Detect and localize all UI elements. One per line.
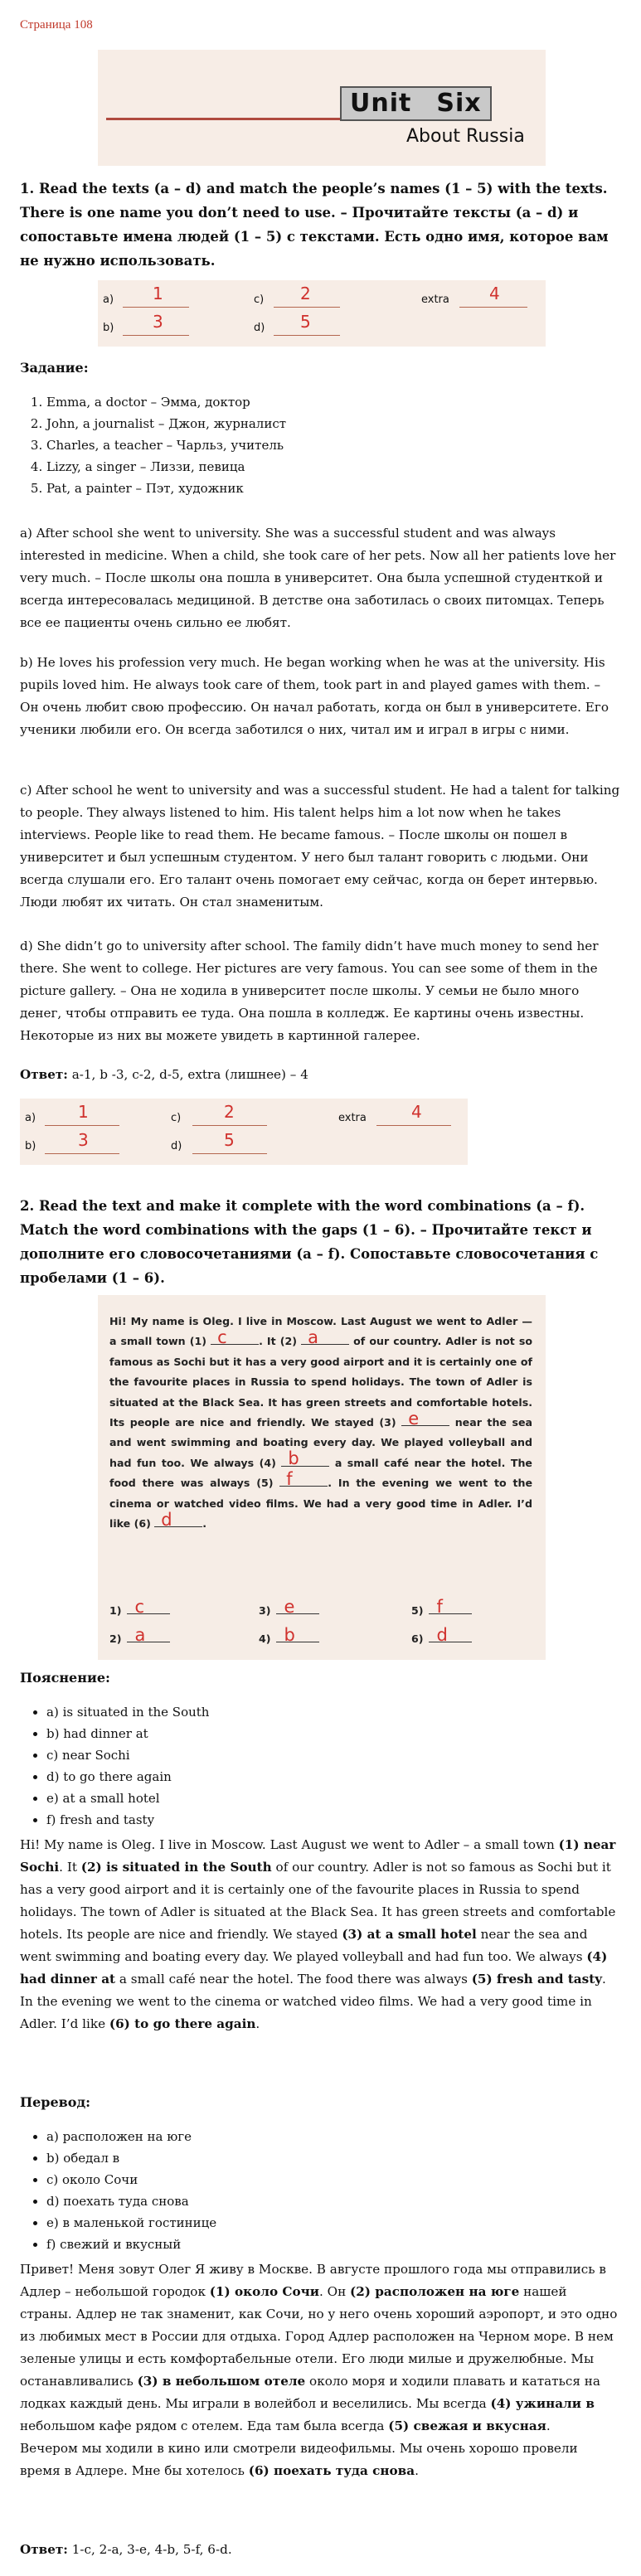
box-text-part: . It (2) bbox=[259, 1335, 297, 1348]
ab-line-d bbox=[274, 335, 340, 336]
gap-3-answer: e bbox=[408, 1408, 420, 1429]
gap-6 bbox=[154, 1509, 202, 1530]
text-bold: (2) расположен на юге bbox=[350, 2284, 520, 2299]
gap-3 bbox=[401, 1408, 449, 1429]
text-part: . bbox=[602, 1972, 606, 1987]
ab2-line-b bbox=[45, 1153, 119, 1154]
text-d: d) She didn’t go to university after school. The family didn’t have much money to send her there. She went to college. Her pictures are very famous. You can see some of them in the picture gallery. – Она не ходила в университет после школы. У семьи не было много денег, чтобы отправить ее туда. Она пошла в колледж. Ее картины очень известны. Некоторые из них вы можете увидеть в картинной галерее. bbox=[20, 939, 599, 1043]
ab2-line-d bbox=[192, 1153, 267, 1154]
text-part: a small café near the hotel. The food there was always bbox=[115, 1972, 472, 1987]
text-b: b) He loves his profession very much. He began working when he was at the university. His pupils loved him. He always took care of them, took part in and played games with them. – Он очень любит свою профессию. Он начал работать, когда он был в университете. Его ученики любили его. Он всегда заботился о них, читал им и играл в игры с ними. bbox=[20, 655, 609, 737]
ab-value-extra: 4 bbox=[489, 284, 500, 303]
key-2-answer: a bbox=[134, 1625, 146, 1645]
task2-answer bbox=[20, 2542, 232, 2557]
text-part: In the evening we went to the cinema or watched video films. We had a very good time in Adler. I’d like bbox=[20, 1994, 592, 2031]
key-label: 2) bbox=[109, 1632, 122, 1645]
text-part: Вечером мы ходили в кино или смотрели видеофильмы. Мы очень хорошо провели время в Адлере. Мне бы хотелось bbox=[20, 2441, 578, 2478]
text-part: Hi! My name is Oleg. I live in Moscow. Last August we went to Adler – a small town bbox=[20, 1837, 559, 1852]
list-item: 4. Lizzy, a singer – Лиззи, певица bbox=[46, 456, 286, 478]
list-item: 2. John, a journalist – Джон, журналист bbox=[46, 413, 286, 434]
box-text-part: of our country. Adler is not so famous as Sochi but it has a very good airport and it is certainly one of the favourite places in Russia to spend holidays. The town of Adler is situated at the Black Sea. It has green streets and comfortable hotels. Its people are nice and friendly. We stayed (3) bbox=[109, 1335, 533, 1429]
list-item: • c) near Sochi bbox=[46, 1744, 209, 1766]
ab-line-b bbox=[123, 335, 189, 336]
key-label: 5) bbox=[411, 1604, 424, 1617]
gap-1 bbox=[211, 1327, 259, 1347]
ab-value-b: 3 bbox=[153, 312, 163, 332]
ab-value-d: 5 bbox=[300, 312, 311, 332]
ab-value-c: 2 bbox=[300, 284, 311, 303]
task2-box-text bbox=[109, 1312, 532, 1534]
ab-label-a: a) bbox=[103, 293, 114, 306]
gap-2 bbox=[301, 1327, 349, 1347]
key-6 bbox=[411, 1625, 472, 1645]
unit-banner bbox=[98, 50, 546, 166]
gap-5-answer: f bbox=[286, 1468, 293, 1489]
list-item: • c) около Сочи bbox=[46, 2169, 216, 2190]
list-item: • d) поехать туда снова bbox=[46, 2190, 216, 2212]
gap-5 bbox=[279, 1468, 328, 1489]
list-item: • a) is situated in the South bbox=[46, 1701, 209, 1723]
key-5-answer: f bbox=[436, 1597, 443, 1617]
gap-2-answer: a bbox=[308, 1327, 318, 1347]
key-label: 4) bbox=[259, 1632, 271, 1645]
answer-text: a-1, b -3, c-2, d-5, extra (лишнее) – 4 bbox=[67, 1067, 308, 1082]
ab2-value-d: 5 bbox=[224, 1130, 235, 1150]
ab2-value-a: 1 bbox=[78, 1102, 89, 1122]
text-bold: (5) свежая и вкусная bbox=[388, 2418, 546, 2433]
text-part: нашей страны. Адлер не так знаменит, как Сочи, но у него очень хороший аэропорт, и это одно из любимых мест в России для отдыха. Город Адлер расположен на Черном море. В нем зеленые улицы и есть комфортабельные отели. Его люди милые и дружелюбные. Мы останавливались bbox=[20, 2284, 618, 2389]
text-bold: (2) is situated in the South bbox=[80, 1860, 272, 1875]
ab2-label-extra: extra bbox=[338, 1112, 367, 1124]
answer-label: Ответ: bbox=[20, 2542, 68, 2557]
text-bold: (3) at a small hotel bbox=[342, 1927, 477, 1942]
text-bold: (5) fresh and tasty bbox=[471, 1972, 603, 1987]
text-bold: (1) near Sochi bbox=[20, 1837, 616, 1875]
list-item: • b) обедал в bbox=[46, 2147, 216, 2169]
text-bold: (1) около Сочи bbox=[209, 2284, 319, 2299]
unit-subtitle: About Russia bbox=[406, 126, 525, 147]
translations-list bbox=[20, 2126, 216, 2255]
ab-label-b: b) bbox=[103, 322, 114, 334]
page-number: Страница 108 bbox=[20, 18, 93, 32]
ab2-value-b: 3 bbox=[78, 1130, 89, 1150]
text-part: Привет! Меня зовут Олег Я живу в Москве. В августе прошлого года мы отправились в Адлер – небольшой городок bbox=[20, 2262, 606, 2299]
translation-heading: Перевод: bbox=[20, 2094, 91, 2110]
gap-4 bbox=[281, 1448, 329, 1469]
text-part: near the sea and went swimming and boating every day. We played volleyball and had fun too. We always bbox=[20, 1927, 588, 1964]
text-part: . bbox=[546, 2418, 551, 2433]
unit-number: Six bbox=[436, 89, 482, 118]
task1-answer bbox=[20, 1067, 308, 1082]
ab-line-a bbox=[123, 307, 189, 308]
key-4-answer: b bbox=[284, 1625, 295, 1645]
full-text-en bbox=[20, 1834, 621, 2035]
gap-6-answer: d bbox=[161, 1509, 172, 1530]
ab2-label-b: b) bbox=[25, 1140, 36, 1152]
task1-answer-box bbox=[98, 280, 546, 347]
list-item: • e) at a small hotel bbox=[46, 1788, 209, 1809]
ab-value-a: 1 bbox=[153, 284, 163, 303]
list-item: • a) расположен на юге bbox=[46, 2126, 216, 2147]
box-text-part: . bbox=[202, 1517, 207, 1531]
ab-line-c bbox=[274, 307, 340, 308]
unit-word: Unit bbox=[350, 89, 412, 118]
list-item: • b) had dinner at bbox=[46, 1723, 209, 1744]
list-item: 1. Emma, a doctor – Эмма, доктор bbox=[46, 391, 286, 413]
key-2 bbox=[109, 1625, 170, 1645]
explain-heading: Пояснение: bbox=[20, 1670, 110, 1686]
box-text-part: a small café near the hotel. The food there was always (5) bbox=[109, 1456, 532, 1490]
list-item: • f) свежий и вкусный bbox=[46, 2234, 216, 2255]
list-item: • f) fresh and tasty bbox=[46, 1809, 209, 1831]
task2-title: 2. Read the text and make it complete with the word combinations (a – f). Match the word combinations with the gaps (1 – 6). – Прочитайте текст и дополните его словосочетаниями (a – f). Сопоставьте словосочетания с пробелами (1 – 6). bbox=[20, 1198, 599, 1286]
ab2-value-c: 2 bbox=[224, 1102, 235, 1122]
text-bold: (4) had dinner at bbox=[20, 1949, 608, 1987]
list-item: • e) в маленькой гостинице bbox=[46, 2212, 216, 2234]
key-label: 6) bbox=[411, 1632, 424, 1645]
key-label: 1) bbox=[109, 1604, 122, 1617]
task1-answer-box-2 bbox=[20, 1099, 468, 1165]
ab2-line-c bbox=[192, 1125, 267, 1126]
text-part: . bbox=[415, 2463, 419, 2478]
text-part: of our country. Adler is not so famous as Sochi but it has a very good airport and it is certainly one of the favourite places in Russia to spend holidays. The town of Adler is situated at the Black Sea. It has green streets and comfortable hotels. Its people are nice and friendly. We stayed bbox=[20, 1860, 616, 1942]
ab-line-extra bbox=[459, 307, 527, 308]
key-3 bbox=[259, 1597, 319, 1617]
key-5 bbox=[411, 1597, 472, 1617]
gap-4-answer: b bbox=[288, 1448, 299, 1469]
ab2-label-c: c) bbox=[171, 1112, 182, 1124]
unit-label bbox=[340, 86, 492, 121]
key-4 bbox=[259, 1625, 319, 1645]
text-a: a) After school she went to university. She was a successful student and was always interested in medicine. When a child, she took care of her pets. Now all her patients love her very much. – После школы она пошла в университет. Она была успешной студенткой и всегда интересовалась медициной. В детстве она заботилась о своих питомцах. Теперь все ее пациенты очень сильно ее любят. bbox=[20, 526, 616, 630]
text-bold: (6) поехать туда снова bbox=[248, 2463, 415, 2478]
ab2-label-d: d) bbox=[171, 1140, 182, 1152]
text-bold: (6) to go there again bbox=[109, 2016, 256, 2031]
text-part: . bbox=[255, 2016, 260, 2031]
ab2-line-extra bbox=[376, 1125, 451, 1126]
task2-text-box bbox=[98, 1295, 546, 1660]
ab2-line-a bbox=[45, 1125, 119, 1126]
key-label: 3) bbox=[259, 1604, 271, 1617]
answer-text: 1-c, 2-a, 3-e, 4-b, 5-f, 6-d. bbox=[67, 2542, 232, 2557]
text-bold: (4) ужинали в bbox=[490, 2396, 595, 2411]
text-part: около моря и ходили плавать и кататься на лодках каждый день. Мы играли в волейбол и веселились. Мы всегда bbox=[20, 2374, 600, 2411]
ab-label-d: d) bbox=[254, 322, 265, 334]
options-list bbox=[20, 1701, 209, 1831]
list-item: • d) to go there again bbox=[46, 1766, 209, 1788]
ab-label-c: c) bbox=[254, 293, 265, 306]
text-part: небольшом кафе рядом с отелем. Еда там была всегда bbox=[20, 2418, 389, 2433]
ab-label-extra: extra bbox=[421, 293, 449, 306]
box-text-part: . In the evening we went to the cinema or watched video films. We had a very good time in Adler. I’d like (6) bbox=[109, 1477, 532, 1531]
key-1 bbox=[109, 1597, 170, 1617]
text-bold: (3) в небольшом отеле bbox=[137, 2374, 306, 2389]
text-c: c) After school he went to university and was a successful student. He had a talent for talking to people. They always listened to him. His talent helps him a lot now when he takes interviews. People like to read them. He became famous. – После школы он пошел в университет и был успешным студентом. У него был талант говорить с людьми. Они всегда слушали его. Его талант очень помогает ему сейчас, когда он берет интервью. Люди любят их читать. Он стал знаменитым. bbox=[20, 783, 620, 910]
list-item: 3. Charles, a teacher – Чарльз, учитель bbox=[46, 434, 286, 456]
key-6-answer: d bbox=[436, 1625, 448, 1645]
box-text-part: near the sea and went swimming and boating every day. We played volleyball and had fun too. We always (4) bbox=[109, 1416, 532, 1469]
ab2-label-a: a) bbox=[25, 1112, 36, 1124]
task1-title: 1. Read the texts (a – d) and match the people’s names (1 – 5) with the texts. There is one name you don’t need to use. – Прочитайте тексты (a – d) и сопоставьте имена людей (1 – 5) с текстами. Есть одно имя, которое вам не нужно использовать. bbox=[20, 181, 609, 269]
key-1-answer: c bbox=[134, 1597, 145, 1617]
roles-list bbox=[20, 391, 286, 499]
answer-label: Ответ: bbox=[20, 1067, 68, 1082]
task1-task-heading: Задание: bbox=[20, 360, 89, 376]
full-text-ru bbox=[20, 2258, 621, 2482]
text-part: . Он bbox=[318, 2284, 351, 2299]
text-part: . It bbox=[59, 1860, 81, 1875]
list-item: 5. Pat, a painter – Пэт, художник bbox=[46, 478, 286, 499]
ab2-value-extra: 4 bbox=[411, 1102, 422, 1122]
box-text-part: Hi! My name is Oleg. I live in Moscow. Last August we went to Adler — a small town (1) bbox=[109, 1315, 532, 1348]
gap-1-answer: c bbox=[217, 1327, 227, 1347]
key-3-answer: e bbox=[284, 1597, 295, 1617]
